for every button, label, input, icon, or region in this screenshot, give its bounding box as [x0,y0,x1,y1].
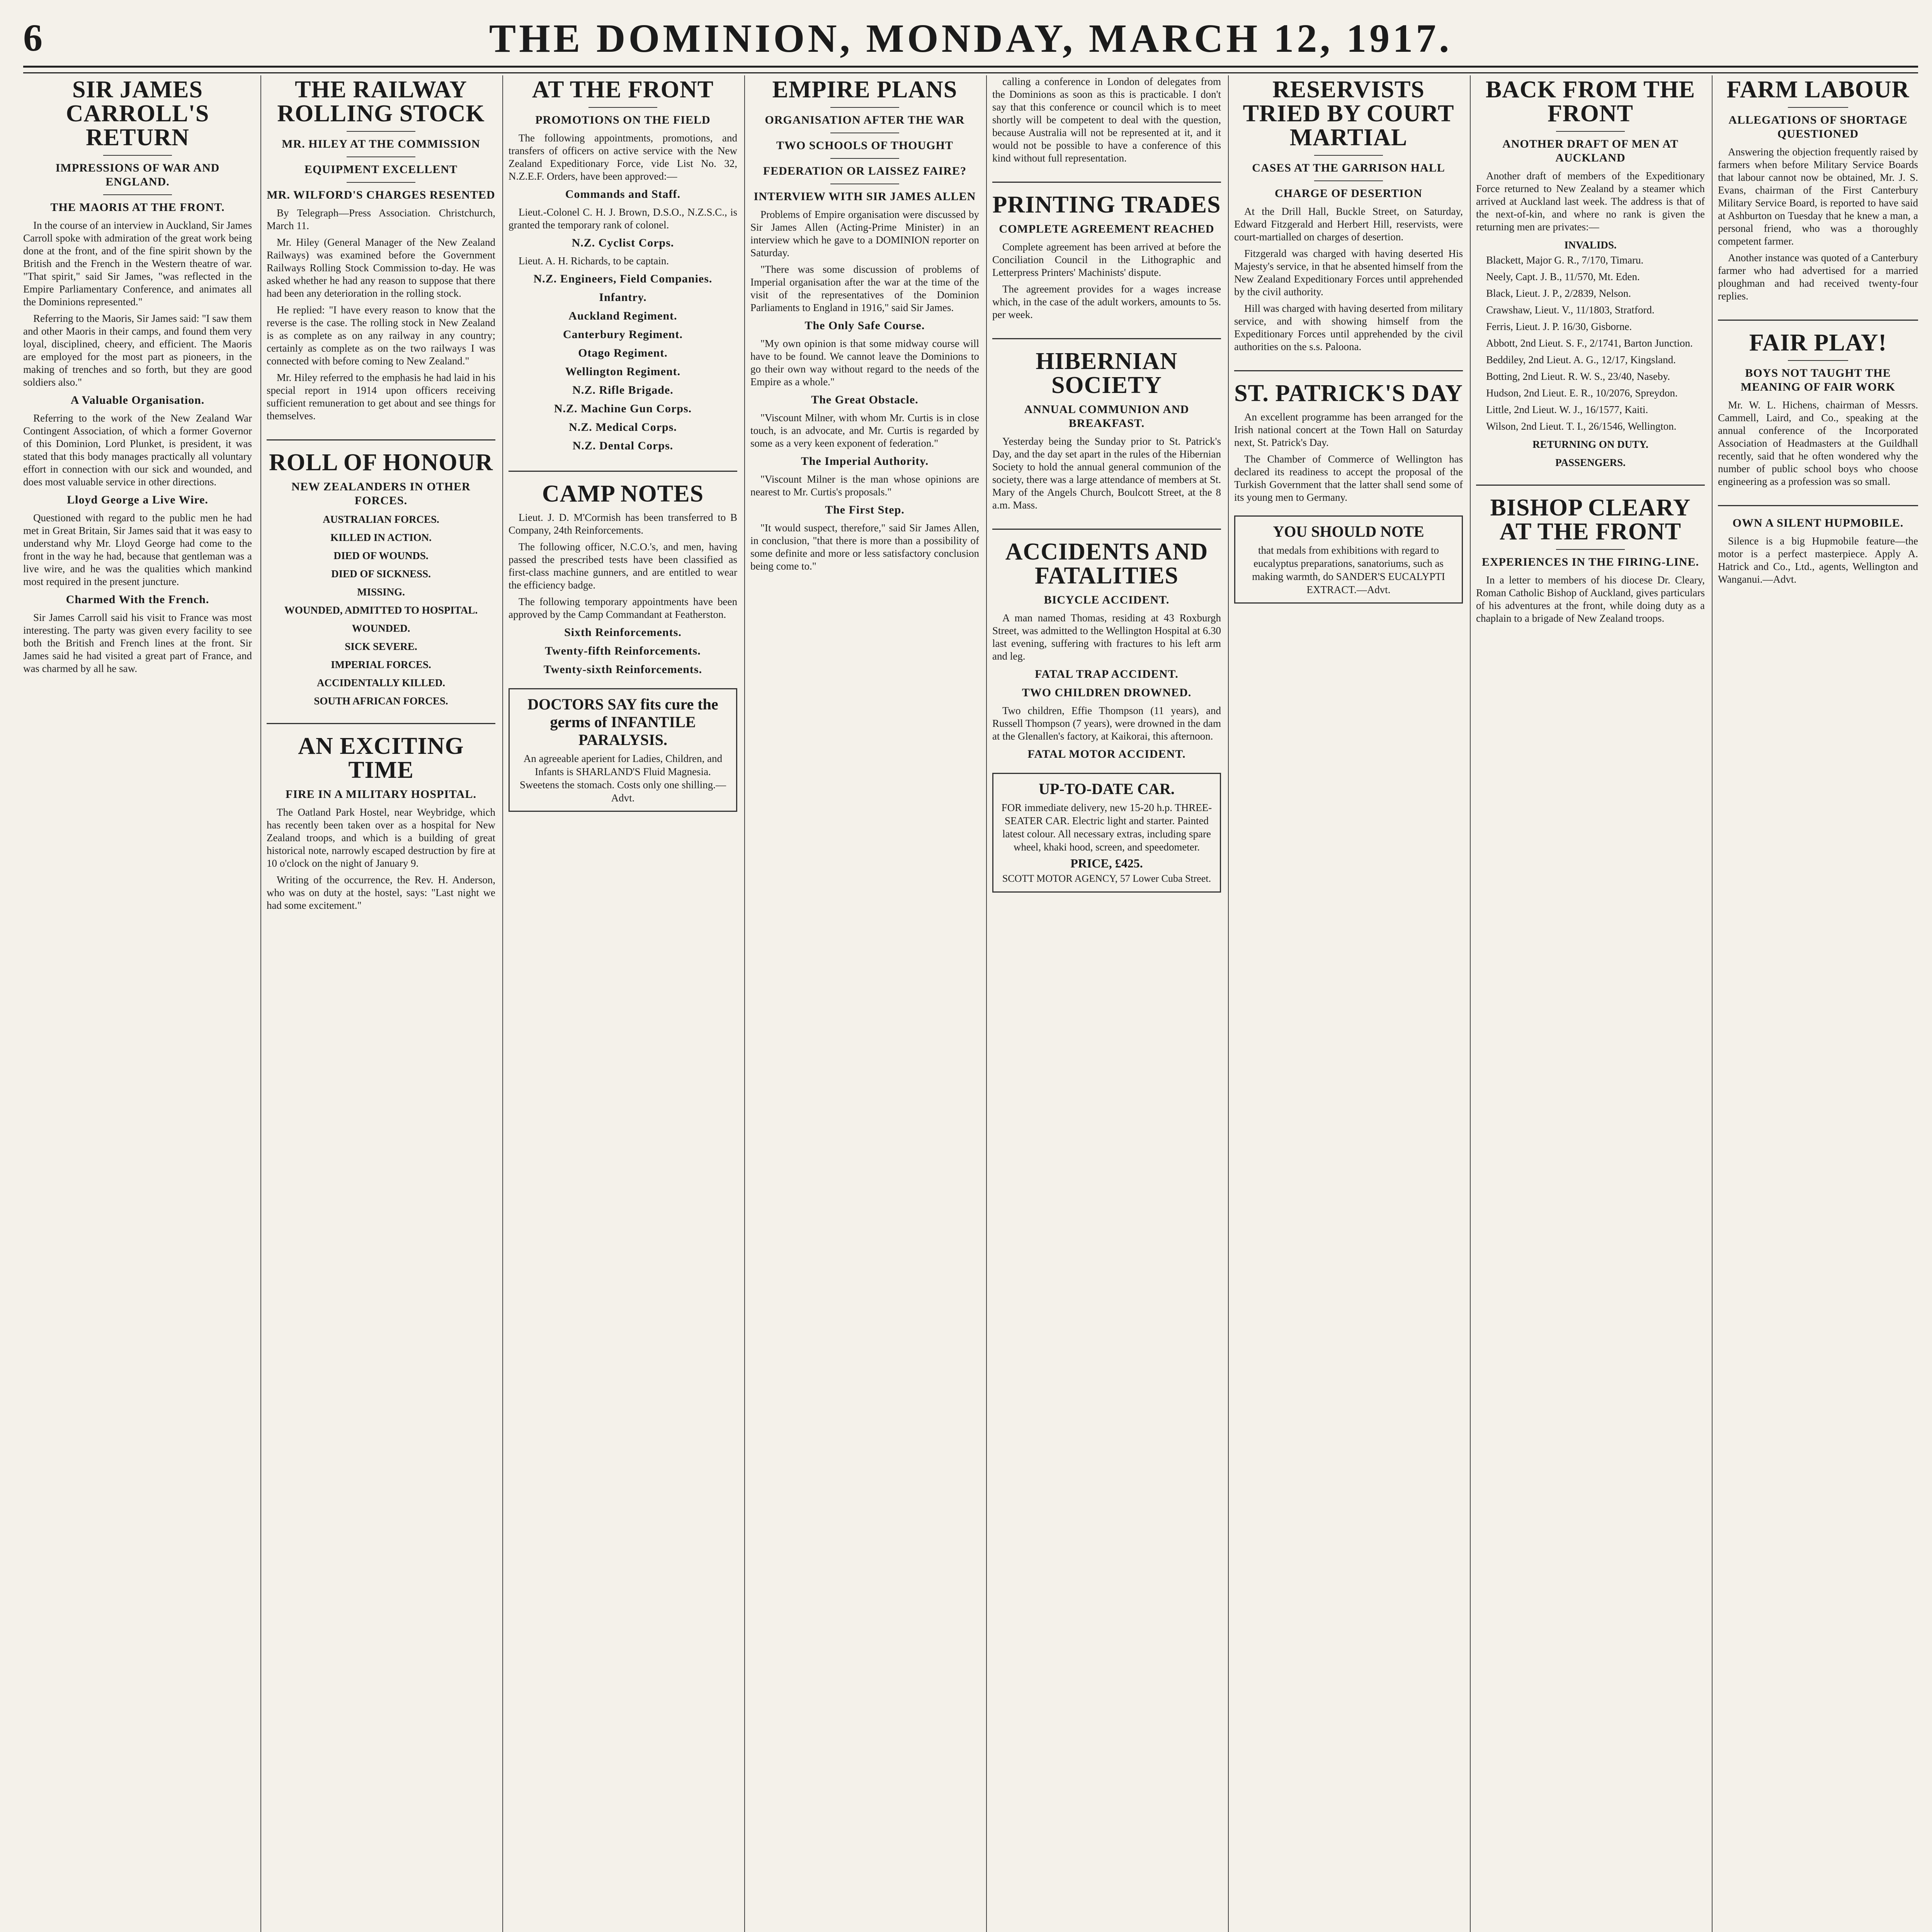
list-item: Wilson, 2nd Lieut. T. I., 26/1546, Wellington. [1486,420,1677,432]
subheadline: THE MAORIS AT THE FRONT. [50,201,225,214]
headline: BACK FROM THE FRONT [1485,77,1696,127]
crosshead: N.Z. Engineers, Field Companies. [533,272,713,285]
ad-footer: SCOTT MOTOR AGENCY, 57 Lower Cuba Street. [1002,873,1211,884]
roll-section: ACCIDENTALLY KILLED. [316,677,446,689]
section-divider [1718,492,1918,506]
article-paragraph: He replied: "I have every reason to know that the reverse is the case. The rolling stock in New Zealand is as complete as on any railway in any country; certainly as complete as on the two railways I was connected with before coming to New Zealand." [267,304,495,367]
roll-section: SOUTH AFRICAN FORCES. [314,695,448,707]
section-divider [992,168,1221,183]
list-item: Neely, Capt. J. B., 11/570, Mt. Eden. [1486,271,1640,282]
ad-body: FOR immediate delivery, new 15-20 h.p. THREE-SEATER CAR. Electric light and starter. Painted latest colour. All necessary extras, including spare wheel, khaki hood, screen, and speedometer. [1001,802,1212,853]
advertisement [992,773,1221,893]
subheadline: TWO SCHOOLS OF THOUGHT [776,139,953,152]
article-paragraph: Complete agreement has been arrived at before the Conciliation Council in the Lithographic and Letterpress Printers' Machinists' dispute. [992,241,1221,278]
article-paragraph: At the Drill Hall, Buckle Street, on Saturday, Edward Fitzgerald and Herbert Hill, reservists, were court-martialled on charges of desertion. [1234,206,1463,243]
ad-body: Silence is a big Hupmobile feature—the motor is a perfect masterpiece. Apply A. Hatrick and Co., Ltd., agents, Wellington and Wanganui.—Advt. [1718,535,1918,585]
roll-section: IMPERIAL FORCES. [331,659,431,670]
headline: FARM LABOUR [1726,77,1910,103]
headline: EMPIRE PLANS [772,77,957,103]
divider [103,155,172,156]
article-paragraph: The Oatland Park Hostel, near Weybridge, which has recently been taken over as a hospital for New Zealand troops, and which is a building of great historical note, narrowly escaped destruction by fire at 10 o'clock on the night of January 9. [267,806,495,869]
divider [347,182,415,183]
article-paragraph: "Viscount Milner is the man whose opinions are nearest to Mr. Curtis's proposals." [750,473,979,498]
section-divider [1234,357,1463,371]
subheadline: CASES AT THE GARRISON HALL [1252,162,1445,174]
article-paragraph: Referring to the work of the New Zealand War Contingent Association, of which a former Governor of this Dominion, Lord Plunket, is president, it was stated that this body manages practically all voluntary effort in connection with our sick and wounded, and does most valuable service in other directions. [23,412,252,488]
crosshead: The First Step. [825,503,905,516]
list-heading: INVALIDS. [1564,239,1617,251]
headline: HIBERNIAN SOCIETY [1036,348,1178,398]
ad-headline: UP-TO-DATE CAR. [1039,780,1175,798]
column-7 [1476,75,1705,1932]
list-item: Hudson, 2nd Lieut. E. R., 10/2076, Spreydon. [1486,387,1678,399]
crosshead: N.Z. Dental Corps. [572,439,673,452]
headline: AT THE FRONT [532,77,714,103]
roll-section: SICK SEVERE. [345,641,417,652]
column-5 [992,75,1221,1932]
column-rule [1228,75,1229,1932]
crosshead: N.Z. Cyclist Corps. [571,236,674,249]
headline: PRINTING TRADES [992,192,1221,218]
subheadline: IMPRESSIONS OF WAR AND ENGLAND. [55,162,220,188]
roll-section: KILLED IN ACTION. [330,532,432,543]
article-paragraph: In the course of an interview in Auckland, Sir James Carroll spoke with admiration of the great work being done at the front, and of the fine spirit shown by the British and the French in the Western theatre of war. "That spirit," said Sir James, "was reflected in the Empire Parliamentary Conference, and animates all the Dominions represented." [23,219,252,308]
roll-section: WOUNDED. [352,622,410,634]
article-paragraph: "Viscount Milner, with whom Mr. Curtis is in close touch, is an advocate, and Mr. Curtis is regarded by some as a very keen exponent of federation." [750,412,979,449]
article-paragraph: Referring to the Maoris, Sir James said: "I saw them and other Maoris in their camps, and found them very loyal, disciplined, cheery, and efficient. The Maoris are employed for the most part as pioneers, in the making of trenches and so forth, but they are good soldiers also." [23,313,252,388]
crosshead: Otago Regiment. [578,347,668,359]
crosshead: The Imperial Authority. [801,455,929,468]
subheadline: PROMOTIONS ON THE FIELD [535,114,711,126]
article-paragraph: The Chamber of Commerce of Wellington has declared its readiness to accept the proposal of the Turkish Government that the latter shall send some of its young men to Germany. [1234,453,1463,503]
roll-section: DIED OF SICKNESS. [331,568,431,580]
roll-section: AUSTRALIAN FORCES. [323,514,439,525]
article-paragraph: "My own opinion is that some midway course will have to be found. We cannot leave the Dominions to go their own way without regard to the needs of the Empire as a whole." [750,338,979,388]
subheadline: ANNUAL COMMUNION AND BREAKFAST. [1024,403,1189,430]
list-item: Botting, 2nd Lieut. R. W. S., 23/40, Naseby. [1486,371,1670,382]
column-2 [267,75,495,1932]
column-8 [1718,75,1918,1932]
article-paragraph: A man named Thomas, residing at 43 Roxburgh Street, was admitted to the Wellington Hospital at 6.30 last evening, suffering with fractures to his left arm and leg. [992,612,1221,662]
subheadline: FEDERATION OR LAISSEZ FAIRE? [763,165,967,177]
divider [347,156,415,157]
headline: SIR JAMES CARROLL'S RETURN [66,77,209,151]
section-divider [1718,306,1918,321]
article-paragraph: Two children, Effie Thompson (11 years), and Russell Thompson (7 years), were drowned in the dam at the Glenallen's factory, at Kaikorai, this afternoon. [992,705,1221,742]
section-divider [509,457,737,472]
article-paragraph: Answering the objection frequently raised by farmers when before Military Service Boards that labour cannot now be obtained, Mr. J. S. Evans, chairman of the First Canterbury Military Service Board, is reported to have said at Ashburton on Tuesday that he knew a man, a personal friend, who was a thoroughly competent farmer. [1718,146,1918,247]
divider [1556,549,1625,550]
column-6 [1234,75,1463,1932]
headline: ACCIDENTS AND FATALITIES [1005,539,1208,589]
article-paragraph: Lieut. J. D. M'Cormish has been transferred to B Company, 24th Reinforcements. [509,512,737,536]
list-item: Crawshaw, Lieut. V., 11/1803, Stratford. [1486,304,1655,316]
list-item: Beddiley, 2nd Lieut. A. G., 12/17, Kingsland. [1486,354,1676,366]
headline: RESERVISTS TRIED BY COURT MARTIAL [1243,77,1454,151]
subheadline: COMPLETE AGREEMENT REACHED [999,223,1214,235]
column-3 [509,75,737,1932]
newspaper-title: THE DOMINION, MONDAY, MARCH 12, 1917. [489,16,1452,61]
ad-price: PRICE, £425. [1070,856,1143,870]
article-paragraph: Sir James Carroll said his visit to France was most interesting. The party was given every facility to see both the British and French lines at the front. Sir James said he had visited a great part of France, and was charmed by all he saw. [23,612,252,674]
column-rule [260,75,261,1932]
column-rule [986,75,987,1932]
article-paragraph: The following appointments, promotions, and transfers of officers on active service with the New Zealand Expeditionary Force, vide List No. 32, N.Z.E.F. Orders, have been approved:— [509,132,737,182]
list-item: Abbott, 2nd Lieut. S. F., 2/1741, Barton Junction. [1486,337,1693,349]
divider [830,158,899,159]
divider [1314,155,1383,156]
crosshead: Twenty-fifth Reinforcements. [545,645,701,657]
section-divider [267,710,495,724]
ad-body: An agreeable aperient for Ladies, Children, and Infants is SHARLAND'S Fluid Magnesia. Sweetens the stomach. Costs only one shilling.—Advt. [520,753,726,804]
article-paragraph: Lieut.-Colonel C. H. J. Brown, D.S.O., N.Z.S.C., is granted the temporary rank of colonel. [509,206,737,231]
article-paragraph: By Telegraph—Press Association. Christchurch, March 11. [267,207,495,231]
advertisement [1234,515,1463,604]
column-rule [1712,75,1713,1932]
subheadline: ORGANISATION AFTER THE WAR [765,114,965,126]
subheadline: ALLEGATIONS OF SHORTAGE QUESTIONED [1728,114,1908,140]
list-item: Little, 2nd Lieut. W. J., 16/1577, Kaiti. [1486,404,1648,415]
headline: CAMP NOTES [542,481,704,507]
subheadline: BICYCLE ACCIDENT. [1044,594,1170,606]
roll-section: DIED OF WOUNDS. [333,550,429,561]
list-item: Black, Lieut. J. P., 2/2839, Nelson. [1486,287,1631,299]
page-number: 6 [23,16,43,59]
divider [830,107,899,108]
article-paragraph: Yesterday being the Sunday prior to St. Patrick's Day, and the day set apart in the rules of the Hibernian Society to hold the annual general communion of the society, there was a large attendance of members at St. Mary of the Angels Church, Boulcott Street, at the 8 a.m. Mass. [992,435,1221,511]
crosshead: Infantry. [599,291,647,304]
article-paragraph: An excellent programme has been arranged for the Irish national concert at the Town Hall on Saturday next, St. Patrick's Day. [1234,411,1463,448]
article-paragraph: The agreement provides for a wages increase which, in the case of the adult workers, amounts to 5s. per week. [992,283,1221,320]
crosshead: The Great Obstacle. [811,393,918,406]
list-heading: PASSENGERS. [1555,457,1626,468]
crosshead: A Valuable Organisation. [70,394,205,406]
crosshead: N.Z. Machine Gun Corps. [554,402,692,415]
subheadline: FATAL TRAP ACCIDENT. [1035,668,1179,680]
ad-body: that medals from exhibitions with regard to eucalyptus preparations, sanatoriums, such as making warmth, do SANDER'S EUCALYPTI EXTRACT.—Advt. [1252,544,1445,595]
column-4 [750,75,979,1932]
subheadline: EXPERIENCES IN THE FIRING-LINE. [1481,556,1699,568]
article-paragraph: "There was some discussion of problems of Imperial organisation after the war at the time of the visit of the representatives of the Dominion Parliaments to England in 1916," said Sir James. [750,264,979,313]
subheadline: EQUIPMENT EXCELLENT [304,163,458,176]
crosshead: Commands and Staff. [565,188,681,201]
article-paragraph: Questioned with regard to the public men he had met in Great Britain, Sir James said that it was easy to understand why Mr. Lloyd George had come to the front in the way he had, because that gentleman was a live wire, and he was the qualities which mankind most required in the present juncture. [23,512,252,587]
crosshead: Wellington Regiment. [565,365,681,378]
subheadline: NEW ZEALANDERS IN OTHER FORCES. [291,480,471,507]
article-paragraph: The following officer, N.C.O.'s, and men, having passed the prescribed tests have been classified as first-class machine gunners, and are entitled to wear the efficiency badge. [509,541,737,591]
list-heading: RETURNING ON DUTY. [1532,439,1648,450]
crosshead: Twenty-sixth Reinforcements. [543,663,702,676]
subheadline: MR. HILEY AT THE COMMISSION [282,138,480,150]
roll-of-honour-title: ROLL OF HONOUR [269,449,493,476]
article-paragraph: Fitzgerald was charged with having deserted His Majesty's service, in that he absented himself from the New Zealand Expeditionary Forces until apprehended by the civil authority. [1234,248,1463,298]
subheadline: ANOTHER DRAFT OF MEN AT AUCKLAND [1502,138,1679,164]
subheadline: INTERVIEW WITH SIR JAMES ALLEN [753,190,976,203]
article-paragraph: The following temporary appointments have been approved by the Camp Commandant at Featherston. [509,596,737,620]
divider [1314,180,1383,181]
section-divider [992,515,1221,530]
headline: AN EXCITING TIME [298,733,464,783]
headline: FAIR PLAY! [1749,330,1887,356]
ad-headline: OWN A SILENT HUPMOBILE. [1732,517,1904,529]
subheadline: FIRE IN A MILITARY HOSPITAL. [286,788,476,801]
divider [1788,360,1848,361]
crosshead: N.Z. Rifle Brigade. [572,384,673,396]
list-item: Blackett, Major G. R., 7/170, Timaru. [1486,254,1644,266]
subheadline: CHARGE OF DESERTION [1275,187,1422,200]
ad-headline: DOCTORS SAY fits cure the germs of INFANTILE PARALYSIS. [527,696,718,748]
divider [103,194,172,195]
subheadline: FATAL MOTOR ACCIDENT. [1027,748,1186,760]
ad-headline: YOU SHOULD NOTE [1273,523,1424,540]
crosshead: Canterbury Regiment. [563,328,683,341]
headline: THE RAILWAY ROLLING STOCK [277,77,485,127]
subheadline: BOYS NOT TAUGHT THE MEANING OF FAIR WORK [1740,367,1896,393]
masthead [23,15,1918,62]
crosshead: Charmed With the French. [66,593,209,606]
divider [1556,131,1625,132]
section-divider [1476,471,1705,486]
article-paragraph: In a letter to members of his diocese Dr. Cleary, Roman Catholic Bishop of Auckland, gives particulars of his adventures at the front, while doing duty as a chaplain to a brigade of New Zealand troops. [1476,574,1705,624]
article-paragraph: calling a conference in London of delegates from the Dominions as soon as this is practicable. I don't say that this conference or council which is to meet shortly will be competent to deal with the question, because Australia will not be represented at it, and it would not be possible to have a conference of this kind without full representation. [992,76,1221,164]
article-paragraph: Mr. W. L. Hichens, chairman of Messrs. Cammell, Laird, and Co., speaking at the annual conference of the Incorporated Association of Headmasters at the Guildhall recently, said that he often wondered why the number of public school boys who choose engineering as a profession was so small. [1718,399,1918,487]
article-paragraph: Another instance was quoted of a Canterbury farmer who had advertised for a married ploughman and had received twenty-four replies. [1718,252,1918,302]
article-paragraph: Writing of the occurrence, the Rev. H. Anderson, who was on duty at the hostel, says: "Last night we had some excitement." [267,874,495,911]
divider [347,131,415,132]
subheadline: TWO CHILDREN DROWNED. [1022,686,1192,699]
headline: ST. PATRICK'S DAY [1234,380,1463,406]
article-paragraph: "It would suspect, therefore," said Sir James Allen, in conclusion, "that there is more than a possibility of some definite and more or less satisfactory conclusion being come to." [750,522,979,572]
crosshead: Auckland Regiment. [568,310,677,322]
article-paragraph: Lieut. A. H. Richards, to be captain. [519,255,669,267]
list-item: Ferris, Lieut. J. P. 16/30, Gisborne. [1486,321,1632,332]
crosshead: Sixth Reinforcements. [564,626,682,639]
divider [588,107,657,108]
column-rule [1470,75,1471,1932]
column-1 [23,75,252,1932]
roll-section: MISSING. [357,586,405,598]
section-divider [267,426,495,440]
section-divider [992,325,1221,339]
advertisement [509,688,737,812]
subheadline: MR. WILFORD'S CHARGES RESENTED [267,189,495,201]
article-paragraph: Mr. Hiley (General Manager of the New Zealand Railways) was examined before the Government Railways Rolling Stock Commission to-day. He was asked whether he had any reason to suppose that there had been any deterioration in the rolling stock. [267,236,495,299]
divider [1788,107,1848,108]
article-paragraph: Hill was charged with having deserted from military service, and with showing himself from the Expeditionary Forces until apprehended by the civil authorities on the s.s. Paloona. [1234,303,1463,352]
masthead-rule [23,66,1918,73]
headline: BISHOP CLEARY AT THE FRONT [1490,495,1691,545]
article-paragraph: Mr. Hiley referred to the emphasis he had laid in his special report in 1914 upon officers receiving sufficient remuneration to get about and see things for themselves. [267,372,495,422]
crosshead: N.Z. Medical Corps. [569,421,677,434]
article-paragraph: Problems of Empire organisation were discussed by Sir James Allen (Acting-Prime Minister) in an interview which he gave to a DOMINION reporter on Saturday. [750,209,979,259]
article-paragraph: Another draft of members of the Expeditionary Force returned to New Zealand by a steamer which arrived at Auckland last week. The address is that of the next-of-kin, and where no rank is given the returning men are privates:— [1476,170,1705,233]
roll-section: WOUNDED, ADMITTED TO HOSPITAL. [284,604,478,616]
column-rule [744,75,745,1932]
crosshead: The Only Safe Course. [804,319,925,332]
crosshead: Lloyd George a Live Wire. [67,493,208,506]
column-rule [502,75,503,1932]
